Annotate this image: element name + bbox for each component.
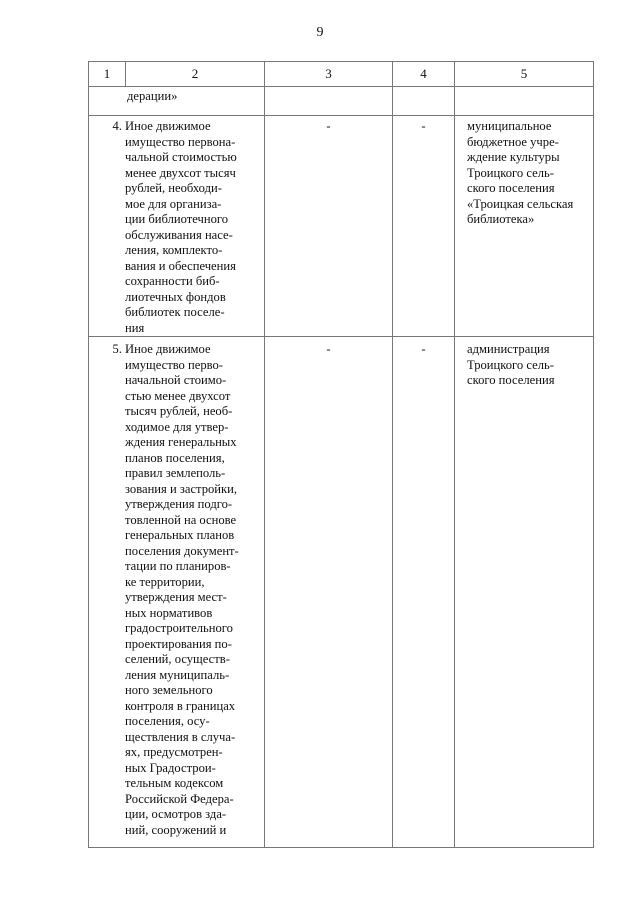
row-4-col3: - (265, 116, 393, 337)
row-number: 4. (112, 119, 122, 133)
header-col-4: 4 (393, 62, 455, 87)
table-row (89, 116, 594, 337)
row-description: Иное движимое имущество первона- чальной стоимостью менее двухсот тысяч рублей, необходи- мое для организа- ции библиотечного обслуживания насе- ления, комплекто- вания и обеспечения сохранности биб- лиотечных фондов библиотек поселе- ния (125, 119, 237, 335)
row-4-description-cell (89, 116, 265, 337)
row-5-col3: - (265, 337, 393, 848)
row-5-description-cell (89, 337, 265, 848)
row-4-owner-cell (455, 116, 594, 337)
continuation-col3 (265, 87, 393, 116)
row-5-owner-cell (455, 337, 594, 848)
continuation-col5 (455, 87, 594, 116)
table-row-continuation (89, 87, 594, 116)
row-4-col4: - (393, 116, 455, 337)
continuation-col4 (393, 87, 455, 116)
page-number: 9 (316, 25, 324, 40)
header-col-3: 3 (265, 62, 393, 87)
header-col-1: 1 (89, 62, 126, 87)
row-owner: муниципальное бюджетное учре- ждение культуры Троицкого сель- ского поселения «Троицкая сельская библиотека» (467, 119, 574, 226)
row-description: Иное движимое имущество перво- начальной стоимо- стью менее двухсот тысяч рублей, необ- ходимое для утвер- ждения генеральных планов поселения, правил землеполь- зования и застройки, утверждения подго- товленной на основе генеральных планов поселения документ- тации по планиров- ке территории, утверждения мест- ных нормативов градостроительного проектирования по- селений, осуществ- ления муниципаль- ного земельного контроля в границах поселения, осу- ществления в случа- ях, предусмотрен- ных Градострои- тельным кодексом Российской Федера- ции, осмотров зда- ний, сооружений и (125, 342, 239, 837)
property-table-main (88, 61, 594, 848)
row-owner: администрация Троицкого сель- ского поселения (467, 342, 555, 387)
row-number: 5. (112, 342, 122, 356)
row-5-col4: - (393, 337, 455, 848)
continuation-text: дерации» (127, 89, 178, 103)
table-header-row (89, 62, 594, 87)
table-row (89, 337, 594, 848)
header-col-2: 2 (126, 62, 265, 87)
header-col-5: 5 (455, 62, 594, 87)
continuation-cell (89, 87, 265, 116)
